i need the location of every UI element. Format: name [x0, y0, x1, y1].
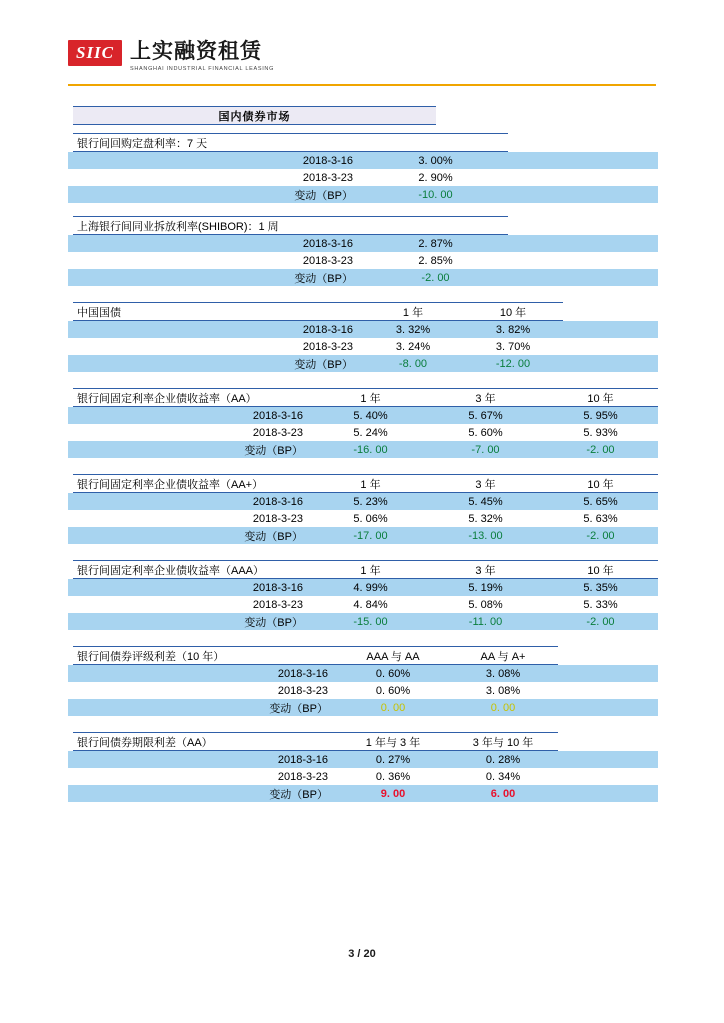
- row-label: 2018-3-23: [302, 171, 353, 184]
- row-value: 5. 93%: [583, 426, 618, 439]
- row-value: 0. 36%: [375, 770, 411, 783]
- page-header: [0, 0, 724, 88]
- row-label: 2018-3-23: [252, 426, 303, 439]
- table-row: [68, 699, 658, 716]
- section-header-row: [68, 389, 658, 407]
- row-label-change: 变动（BP）: [269, 702, 328, 715]
- table-row: [68, 441, 658, 458]
- section-title: 银行间固定利率企业债收益率（AAA）: [73, 561, 313, 579]
- row-label: 2018-3-16: [302, 154, 353, 167]
- table-row: [68, 596, 658, 613]
- section-column-header: 3 年: [428, 389, 543, 407]
- section-column-header: 1 年: [313, 561, 428, 579]
- table-row: [68, 169, 658, 186]
- section-shibor-1w: [68, 216, 658, 286]
- row-value: 3. 70%: [495, 340, 531, 353]
- section-column-header: 10 年: [543, 561, 658, 579]
- row-value: 5. 33%: [583, 598, 618, 611]
- row-label: 2018-3-23: [302, 340, 353, 353]
- row-value-change: 9. 00: [380, 787, 406, 800]
- row-value: 3. 08%: [485, 684, 521, 697]
- page-footer: 3 / 20: [348, 948, 376, 960]
- row-value: 3. 32%: [395, 323, 431, 336]
- section-column-header: AA 与 A+: [448, 647, 558, 665]
- section-title: 银行间固定利率企业债收益率（AA）: [73, 389, 313, 407]
- section-column-header: [363, 134, 508, 152]
- row-value: 5. 60%: [468, 426, 503, 439]
- section-column-header: 10 年: [463, 303, 563, 321]
- row-value: 2. 87%: [418, 237, 453, 250]
- section-term-spread: [68, 732, 658, 802]
- table-row: [68, 252, 658, 269]
- row-label: 2018-3-23: [277, 684, 328, 697]
- section-title: 银行间债券评级利差（10 年）: [73, 647, 338, 665]
- section-header-row: [68, 134, 658, 152]
- row-value: 5. 65%: [583, 495, 618, 508]
- row-value-change: -11. 00: [468, 615, 503, 628]
- report-content: [68, 106, 658, 802]
- row-value: 5. 35%: [583, 581, 618, 594]
- table-row: [68, 355, 658, 372]
- section-header-row: [68, 647, 658, 665]
- row-value: 3. 08%: [485, 667, 521, 680]
- row-value: 0. 34%: [485, 770, 521, 783]
- row-value-change: 6. 00: [490, 787, 516, 800]
- table-row: [68, 493, 658, 511]
- section-title: 上海银行间同业拆放利率(SHIBOR)：1 周: [73, 217, 363, 235]
- section-corporate-bond-aa-plus: [68, 474, 658, 544]
- company-logo: [68, 40, 274, 73]
- row-label-change: 变动（BP）: [244, 530, 303, 543]
- row-value-change: -17. 00: [353, 529, 388, 542]
- section-header-row: [68, 733, 658, 751]
- table-row: [68, 338, 658, 355]
- section-title: 银行间固定利率企业债收益率（AA+）: [73, 475, 313, 493]
- row-value-change: -16. 00: [353, 443, 388, 456]
- table-row: [68, 785, 658, 802]
- section-title: 银行间回购定盘利率：7 天: [73, 134, 363, 152]
- row-value-change: 0. 00: [490, 701, 516, 714]
- row-value: 5. 63%: [583, 512, 618, 525]
- row-value: 5. 95%: [583, 409, 618, 422]
- section-column-header: [363, 217, 508, 235]
- section-header-row: [68, 475, 658, 493]
- row-value: 2. 90%: [418, 171, 453, 184]
- row-label: 2018-3-16: [252, 581, 303, 594]
- row-value-change: -13. 00: [468, 529, 503, 542]
- table-row: [68, 186, 658, 203]
- table-row: [68, 751, 658, 769]
- row-value: 3. 24%: [395, 340, 431, 353]
- table-row: [68, 510, 658, 527]
- section-corporate-bond-aaa: [68, 560, 658, 630]
- row-value-change: -8. 00: [398, 357, 428, 370]
- row-value: 5. 24%: [353, 426, 388, 439]
- logo-mark-icon: SIIC: [68, 40, 122, 66]
- section-column-header: 1 年: [313, 389, 428, 407]
- row-value: 5. 45%: [468, 495, 503, 508]
- page-title: 国内债券市场: [73, 107, 436, 125]
- row-label: 2018-3-23: [302, 254, 353, 267]
- row-label: 2018-3-16: [277, 667, 328, 680]
- row-value-change: -10. 00: [418, 188, 453, 201]
- row-label-change: 变动（BP）: [294, 358, 353, 371]
- row-value: 5. 40%: [353, 409, 388, 422]
- row-value: 5. 23%: [353, 495, 388, 508]
- row-value: 4. 99%: [353, 581, 388, 594]
- logo-text: [130, 40, 274, 73]
- row-label-change: 变动（BP）: [294, 189, 353, 202]
- section-column-header: 1 年与 3 年: [338, 733, 448, 751]
- row-value: 5. 32%: [468, 512, 503, 525]
- row-value: 5. 06%: [353, 512, 388, 525]
- row-label: 2018-3-16: [302, 237, 353, 250]
- row-value: 0. 60%: [375, 684, 411, 697]
- table-row: [68, 613, 658, 630]
- table-row: [68, 107, 658, 125]
- row-label: 2018-3-16: [252, 409, 303, 422]
- table-row: [68, 424, 658, 441]
- row-value-change: -2. 00: [586, 529, 615, 542]
- row-label: 2018-3-16: [277, 753, 328, 766]
- table-row: [68, 235, 658, 253]
- row-value-change: -2. 00: [586, 615, 615, 628]
- row-label: 2018-3-23: [277, 770, 328, 783]
- row-value-change: -7. 00: [471, 443, 500, 456]
- row-value-change: -12. 00: [495, 357, 531, 370]
- table-row: [68, 682, 658, 699]
- row-label: 2018-3-23: [252, 512, 303, 525]
- row-label: 2018-3-23: [252, 598, 303, 611]
- row-label-change: 变动（BP）: [244, 444, 303, 457]
- table-row: [68, 321, 658, 339]
- row-value-change: 0. 00: [380, 701, 406, 714]
- row-value-change: -2. 00: [586, 443, 615, 456]
- section-column-header: 10 年: [543, 389, 658, 407]
- table-row: [68, 407, 658, 425]
- row-value-change: -15. 00: [353, 615, 388, 628]
- header-divider: [68, 84, 656, 86]
- row-label-change: 变动（BP）: [269, 788, 328, 801]
- row-label-change: 变动（BP）: [294, 272, 353, 285]
- row-value: 4. 84%: [353, 598, 388, 611]
- table-row: [68, 665, 658, 683]
- section-column-header: 3 年与 10 年: [448, 733, 558, 751]
- row-label: 2018-3-16: [302, 323, 353, 336]
- section-column-header: 3 年: [428, 475, 543, 493]
- section-header-row: [68, 303, 658, 321]
- section-header-row: [68, 217, 658, 235]
- report-title-table: [68, 106, 658, 125]
- row-value-change: -2. 00: [421, 271, 450, 284]
- row-value: 3. 82%: [495, 323, 531, 336]
- section-column-header: 1 年: [363, 303, 463, 321]
- table-row: [68, 269, 658, 286]
- section-china-treasury: [68, 302, 658, 372]
- section-header-row: [68, 561, 658, 579]
- table-row: [68, 768, 658, 785]
- logo-chinese-name: 上实融资租赁: [130, 40, 262, 63]
- section-rating-spread: [68, 646, 658, 716]
- section-corporate-bond-aa: [68, 388, 658, 458]
- row-value: 5. 67%: [468, 409, 503, 422]
- section-title: 银行间债券期限利差（AA）: [73, 733, 338, 751]
- logo-english-name: SHANGHAI INDUSTRIAL FINANCIAL LEASING: [130, 66, 275, 72]
- row-value: 5. 08%: [468, 598, 503, 611]
- section-column-header: 1 年: [313, 475, 428, 493]
- row-label: 2018-3-16: [252, 495, 303, 508]
- row-value: 0. 28%: [485, 753, 521, 766]
- row-value: 3. 00%: [418, 154, 453, 167]
- section-repo-fixing-7d: [68, 133, 658, 203]
- section-column-header: AAA 与 AA: [338, 647, 448, 665]
- table-row: [68, 152, 658, 170]
- row-label-change: 变动（BP）: [244, 616, 303, 629]
- row-value: 0. 27%: [375, 753, 411, 766]
- section-column-header: 3 年: [428, 561, 543, 579]
- section-title: 中国国债: [73, 303, 363, 321]
- row-value: 2. 85%: [418, 254, 453, 267]
- table-row: [68, 579, 658, 597]
- table-row: [68, 527, 658, 544]
- row-value: 0. 60%: [375, 667, 411, 680]
- row-value: 5. 19%: [468, 581, 503, 594]
- section-column-header: 10 年: [543, 475, 658, 493]
